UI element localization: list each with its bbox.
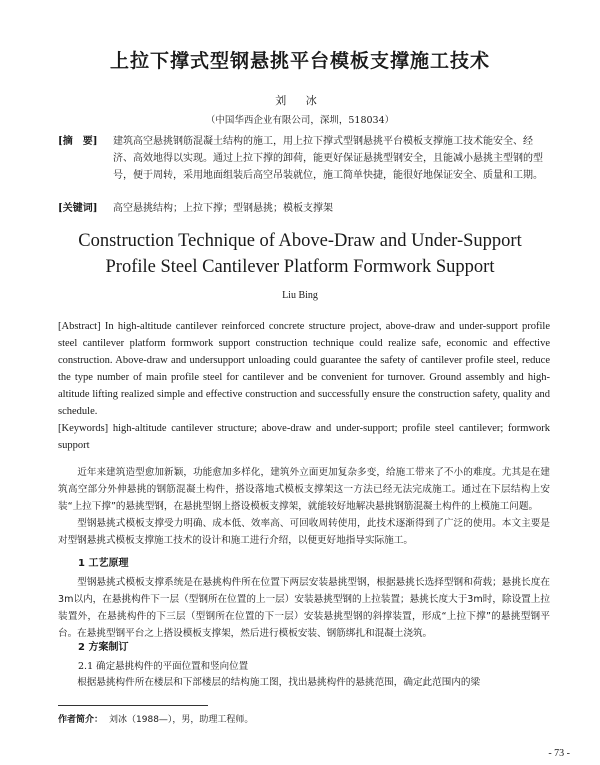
english-abstract: [58, 318, 550, 420]
body-paragraph-2: 型钢悬挑式模板支撑受力明确、成本低、效率高、可回收周转使用，此技术逐渐得到了广泛的使用。本文主要是对型钢悬挑式模板支撑施工技术的设计和施工进行介绍，以便更好地指导实际施工。: [58, 518, 550, 546]
footnote-label: 作者简介：: [58, 715, 104, 725]
keywords-label-cn: [关键词]: [58, 203, 98, 214]
keywords-text-cn: 高空悬挑结构；上拉下撑；型钢悬挑；模板支撑架: [113, 203, 333, 214]
english-keywords: [58, 420, 550, 454]
abstract-label-en: [Abstract]: [58, 321, 101, 332]
chinese-title: 上拉下撑式型钢悬挑平台模板支撑施工技术: [109, 50, 490, 72]
body-paragraph-4: 根据悬挑构件所在楼层和下部楼层的结构施工图，找出悬挑构件的悬挑范围，确定此范围内的梁: [77, 677, 481, 688]
chinese-author: 刘 冰: [275, 94, 325, 107]
abstract-text-en: In high-altitude cantilever reinforced concrete structure project, above-draw and under-support profile steel cantilever platform formwork support construction technique could realize safe, economic and effective construction. Above-draw and undersupport unloading could guarantee the safety of cantilever profile steel, reduce the type number of main profile steel for cantilever and be convenient for turnover. Ground assembly and high-altitude lifting realized simple and effective construction and successfully ensure the construction safety, quality and schedule.: [58, 321, 550, 417]
abstract-text-cn: 建筑高空悬挑钢筋混凝土结构的施工，用上拉下撑式型钢悬挑平台模板支撑施工技术能安全、经济、高效地得以实现。通过上拉下撑的卸荷，能更好保证悬挑型钢安全，且能减小悬挑主型钢的型号，便于周转，采用地面组装后高空吊装就位，施工简单快捷，能很好地保证安全、质量和工期。: [113, 136, 543, 181]
chinese-keywords: [58, 200, 550, 217]
english-author: Liu Bing: [282, 290, 318, 301]
body-paragraph-1: 近年来建筑造型愈加新颖，功能愈加多样化，建筑外立面更加复杂多变，给施工带来了不小的难度。尤其是在建筑高空部分外伸悬挑的钢筋混凝土构件，搭设落地式模板支撑架这一方法已经无法完成施工。通过在下层结构上安装“上拉下撑”的悬挑型钢，在悬挑型钢上搭设模板支撑架，就能较好地解决悬挑钢筋混凝土构件的上模施工问题。: [58, 467, 550, 512]
footnote-divider: [58, 705, 208, 706]
keywords-text-en: high-altitude cantilever structure; above-draw and under-support; profile steel cantilever; formwork support: [58, 423, 550, 451]
footnote-text: 刘冰（1988—），男，助理工程师。: [109, 715, 254, 725]
english-title-line1: Construction Technique of Above-Draw and Under-Support: [78, 231, 522, 251]
author-footnote: [58, 712, 253, 725]
section-heading-2: 2 方案制订: [78, 642, 129, 653]
english-title-line2: Profile Steel Cantilever Platform Formwork Support: [105, 257, 495, 277]
subsection-heading-2-1: 2.1 确定悬挑构件的平面位置和竖向位置: [78, 661, 249, 672]
chinese-affiliation: （中国华西企业有限公司，深圳，518034）: [205, 115, 395, 126]
chinese-abstract: [58, 133, 550, 184]
abstract-label-cn: [摘 要]: [58, 136, 98, 147]
body-paragraph-3: 型钢悬挑式模板支撑系统是在悬挑构件所在位置下两层安装悬挑型钢，根据悬挑长选择型钢和荷载；悬挑长度在3m以内，在悬挑构件下一层（型钢所在位置的上一层）安装悬挑型钢的上拉装置；悬挑长度大于3m时，除设置上拉装置外，在悬挑构件的下三层（型钢所在位置的下一层）安装悬挑型钢的斜撑装置，形成“上拉下撑”的悬挑型钢平台。在悬挑型钢平台之上搭设模板支撑架，然后进行模板安装、钢筋绑扎和混凝土浇筑。: [58, 577, 550, 639]
section-heading-1: 1 工艺原理: [78, 558, 129, 569]
page-number: - 73 -: [548, 748, 570, 759]
english-title: [0, 228, 600, 280]
keywords-label-en: [Keywords]: [58, 423, 109, 434]
